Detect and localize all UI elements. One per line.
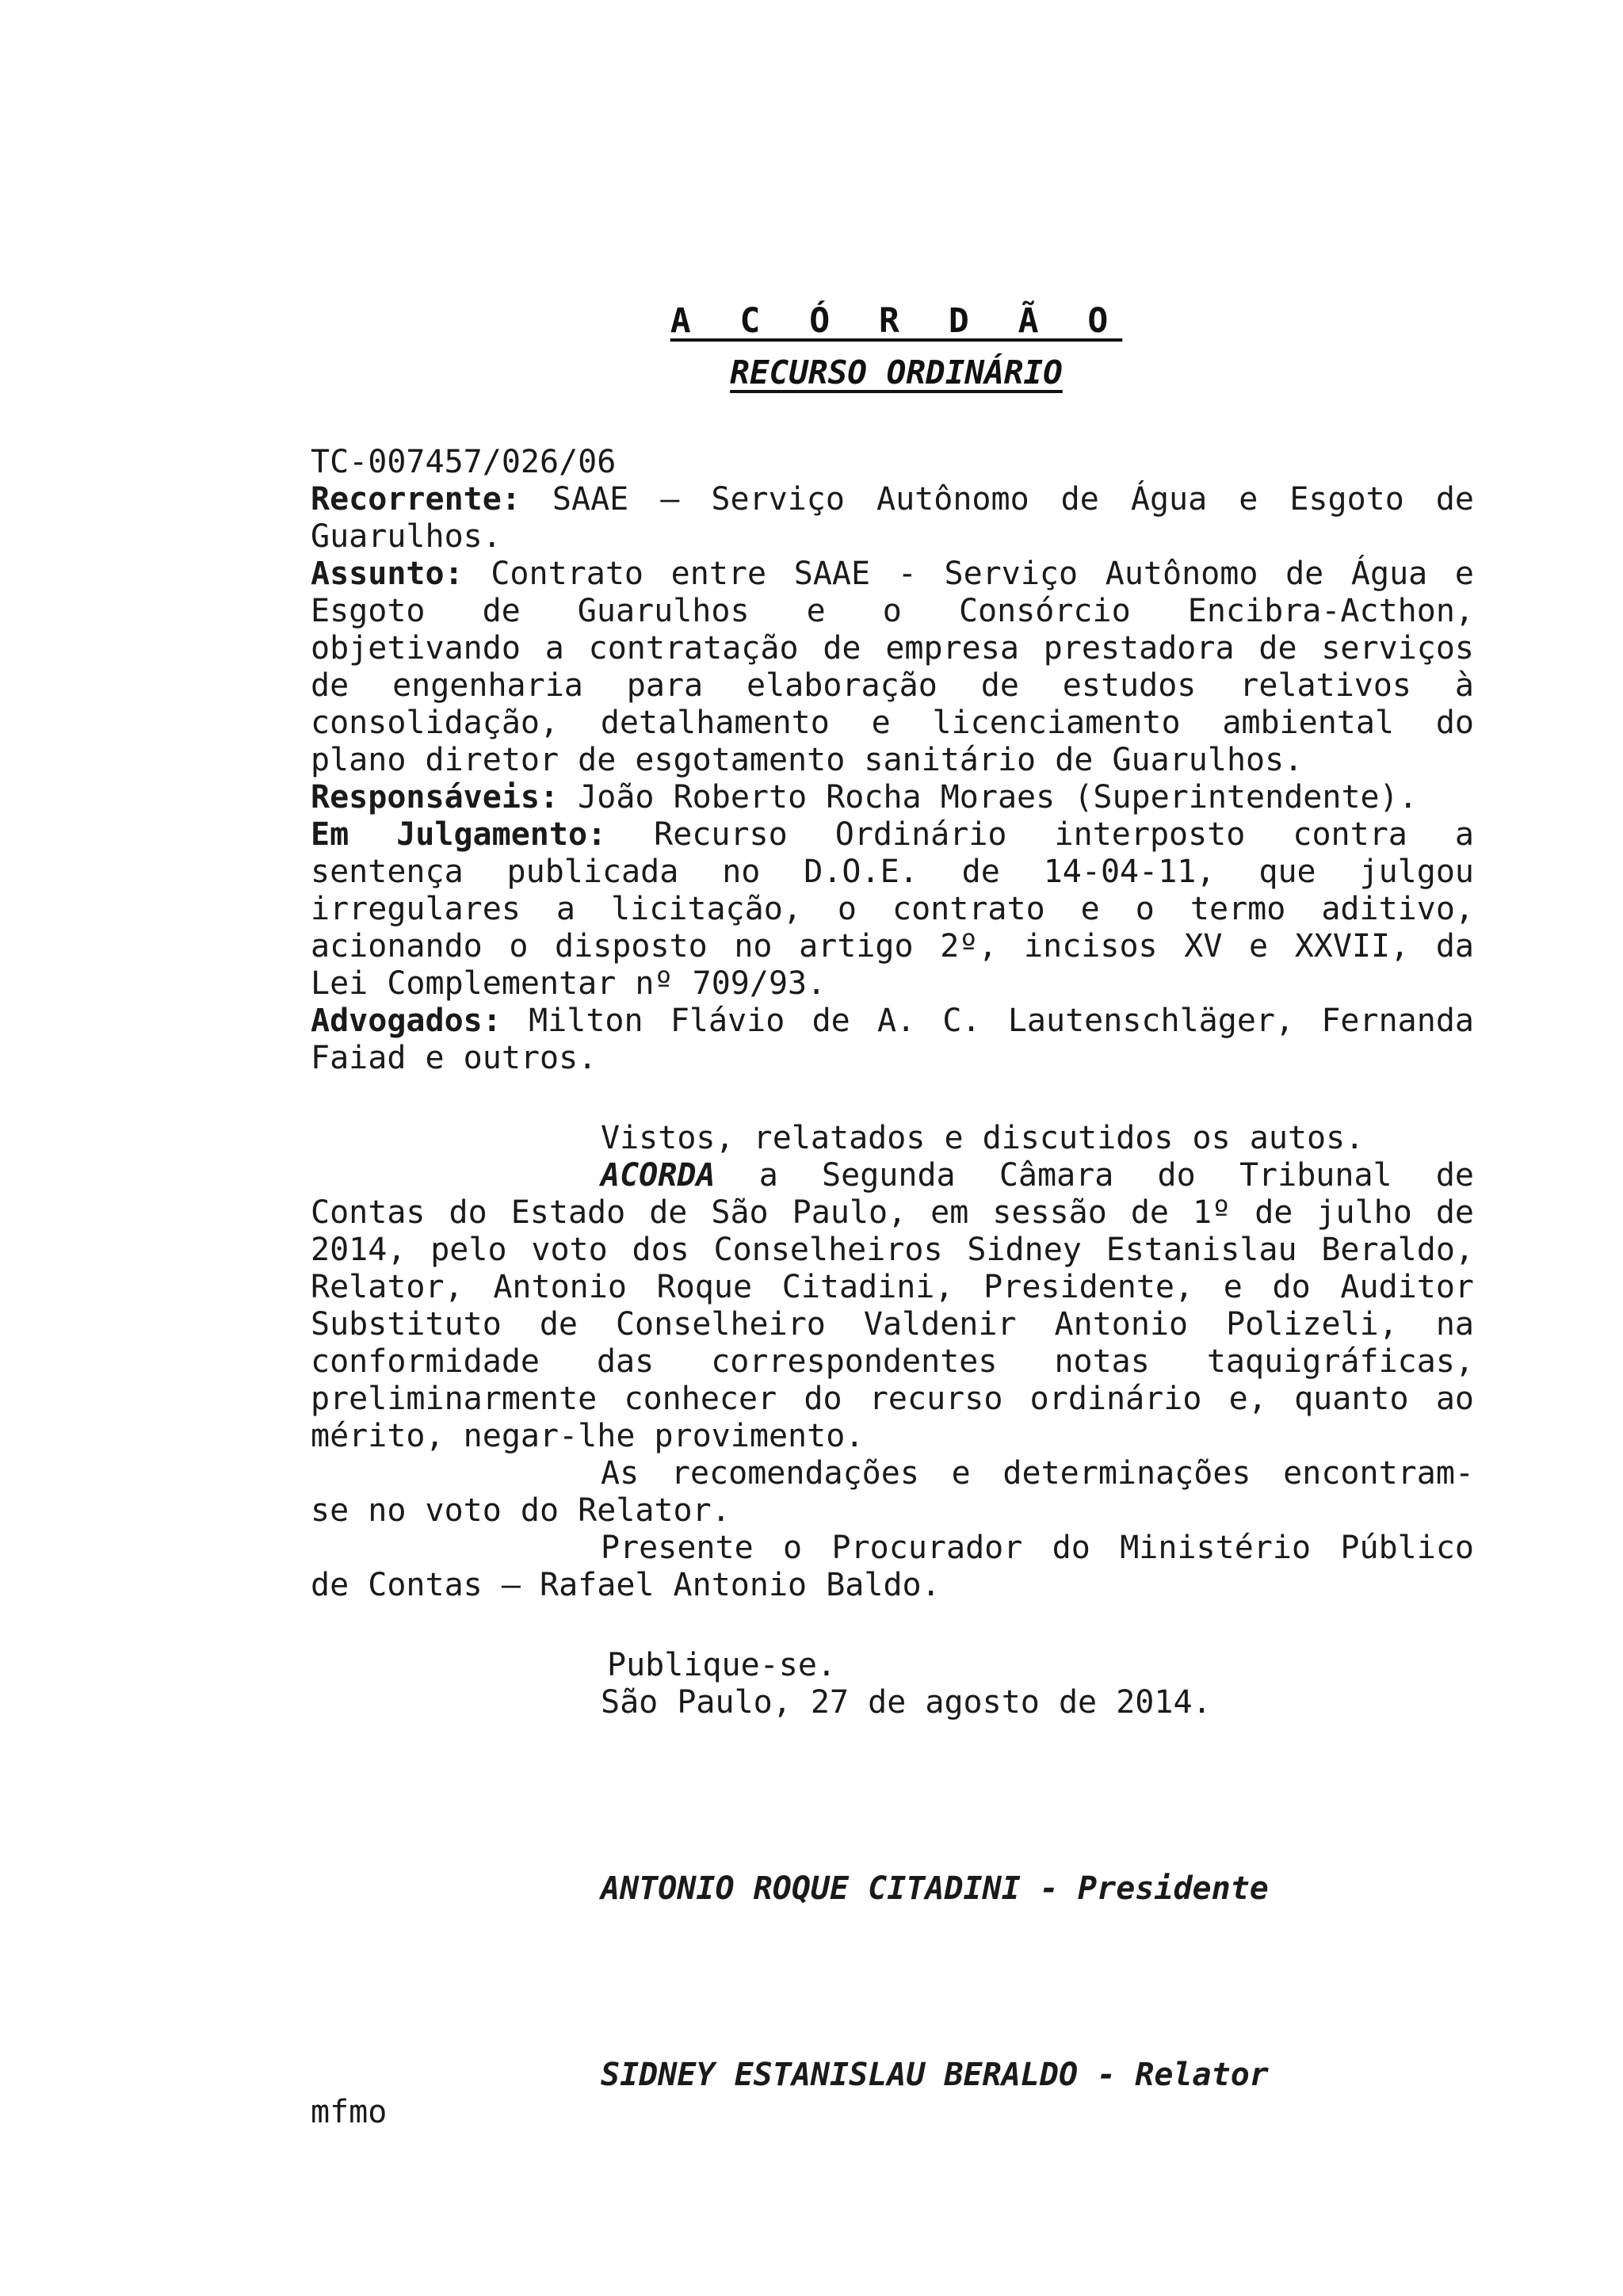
- responsaveis-line: [311, 779, 1474, 816]
- responsaveis-text: João Roberto Rocha Moraes (Superintendente).: [559, 779, 1418, 816]
- advogados-line-1: [311, 1003, 1474, 1040]
- signature-presidente: ANTONIO ROQUE CITADINI - Presidente: [601, 1870, 1269, 1907]
- julgamento-line-2: sentença publicada no D.O.E. de 14-04-11, que julgou: [311, 854, 1474, 890]
- advogados-label: Advogados:: [311, 1003, 502, 1039]
- assunto-line-1: [311, 556, 1474, 593]
- assunto-line-6: plano diretor de esgotamento sanitário de Guarulhos.: [311, 742, 1304, 778]
- acorda-line-3: 2014, pelo voto dos Conselheiros Sidney Estanislau Beraldo,: [311, 1232, 1474, 1268]
- julgamento-text: Recurso Ordinário interposto contra a: [606, 816, 1474, 853]
- assunto-line-2: Esgoto de Guarulhos e o Consórcio Encibra-Acthon,: [311, 593, 1474, 629]
- julgamento-line-5: Lei Complementar nº 709/93.: [311, 965, 827, 1002]
- acorda-line-4: Relator, Antonio Roque Citadini, Presidente, e do Auditor: [311, 1269, 1474, 1305]
- vistos-line: Vistos, relatados e discutidos os autos.: [601, 1120, 1365, 1156]
- acorda-line-6: conformidade das correspondentes notas taquigráficas,: [311, 1343, 1474, 1380]
- responsaveis-label: Responsáveis:: [311, 779, 559, 816]
- julgamento-line-3: irregulares a licitação, o contrato e o termo aditivo,: [311, 891, 1474, 927]
- case-number: TC-007457/026/06: [311, 444, 617, 480]
- acorda-line-1: [601, 1157, 1474, 1194]
- document-subtitle: RECURSO ORDINÁRIO: [730, 353, 1063, 392]
- recorrente-line-2: Guarulhos.: [311, 518, 502, 555]
- recorrente-label: Recorrente:: [311, 481, 521, 518]
- acorda-word: ACORDA: [601, 1157, 716, 1194]
- assunto-text: Contrato entre SAAE - Serviço Autônomo de Água e: [463, 556, 1474, 592]
- julgamento-label: Em Julgamento:: [311, 816, 607, 853]
- assunto-label: Assunto:: [311, 556, 464, 592]
- assunto-line-3: objetivando a contratação de empresa prestadora de serviços: [311, 630, 1474, 667]
- acorda-line-5: Substituto de Conselheiro Valdenir Antonio Polizeli, na: [311, 1306, 1474, 1343]
- date-line: São Paulo, 27 de agosto de 2014.: [601, 1684, 1212, 1721]
- assunto-line-4: de engenharia para elaboração de estudos relativos à: [311, 667, 1474, 704]
- acorda-line-8: mérito, negar-lhe provimento.: [311, 1418, 865, 1454]
- julgamento-line-1: [311, 816, 1474, 854]
- procurador-line-2: de Contas – Rafael Antonio Baldo.: [311, 1567, 941, 1603]
- recorrente-line-1: [311, 481, 1474, 518]
- recomendacoes-line-2: se no voto do Relator.: [311, 1492, 731, 1529]
- procurador-line-1: Presente o Procurador do Ministério Público: [601, 1530, 1474, 1566]
- julgamento-line-4: acionando o disposto no artigo 2º, incisos XV e XXVII, da: [311, 928, 1474, 965]
- recomendacoes-line-1: As recomendações e determinações encontram-: [601, 1455, 1474, 1492]
- acorda-line-2: Contas do Estado de São Paulo, em sessão de 1º de julho de: [311, 1194, 1474, 1231]
- advogados-line-2: Faiad e outros.: [311, 1040, 598, 1076]
- advogados-text: Milton Flávio de A. C. Lautenschläger, Fernanda: [501, 1003, 1474, 1039]
- signature-relator: SIDNEY ESTANISLAU BERALDO - Relator: [601, 2057, 1269, 2093]
- document-title: A C Ó R D Ã O: [670, 301, 1123, 341]
- publique-line: Publique-se.: [607, 1647, 836, 1683]
- acorda-text: a Segunda Câmara do Tribunal de: [715, 1157, 1474, 1194]
- recorrente-text: SAAE – Serviço Autônomo de Água e Esgoto de: [520, 481, 1474, 518]
- assunto-line-5: consolidação, detalhamento e licenciamento ambiental do: [311, 705, 1474, 741]
- author-initials: mfmo: [311, 2094, 388, 2130]
- acorda-line-7: preliminarmente conhecer do recurso ordinário e, quanto ao: [311, 1381, 1474, 1417]
